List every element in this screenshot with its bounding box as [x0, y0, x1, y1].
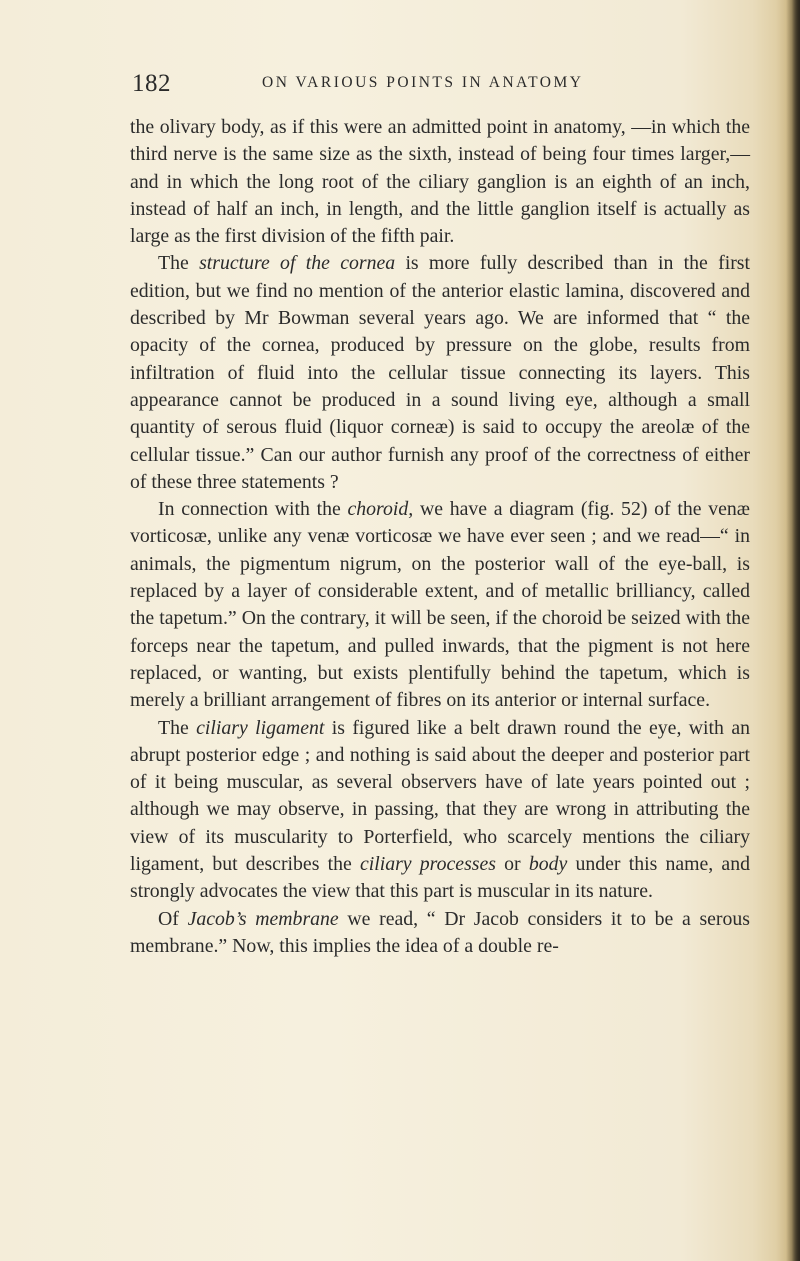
italic-term: Jacob’s membrane — [187, 907, 339, 930]
text-run: the olivary body, as if this were an admitted point in anatomy, —in which the third nerve is the same size as the sixth, instead of being four times larger,—and in which the long root of the ciliary ganglion is an eighth of an inch, instead of half an inch, in length, and the little ganglion itself is actually as large as the first division of the fifth pair. — [130, 116, 750, 248]
italic-term: body — [528, 853, 568, 876]
text-run: The — [158, 252, 200, 275]
italic-term: ciliary ligament — [196, 716, 325, 739]
running-head: ON VARIOUS POINTS IN ANATOMY — [262, 74, 584, 91]
text-run: or — [495, 853, 529, 876]
paragraph — [130, 715, 750, 906]
italic-term: ciliary processes — [359, 853, 496, 876]
text-run: we read, “ Dr Jacob considers it to be a serous membrane.” Now, this implies the idea of a double re- — [130, 907, 750, 957]
page-header — [132, 70, 752, 100]
text-run: is figured like a belt drawn round the eye, with an abrupt posterior edge ; and nothing is said about the deeper and posterior part of it being muscular, as several observers have of late years pointed out ; although we may observe, in passing, that they are wrong in attributing the view of its muscularity to Porterfield, who scarcely mentions the ciliary ligament, but describes the — [130, 716, 750, 876]
paragraph — [130, 496, 750, 714]
italic-term: choroid, — [347, 498, 414, 521]
text-run: In connection with the — [158, 498, 348, 521]
page-edge — [786, 0, 800, 1261]
text-run: The — [158, 716, 197, 739]
body-text — [130, 114, 750, 960]
italic-term: structure of the cornea — [199, 252, 396, 275]
paragraph — [130, 114, 750, 250]
paragraph — [130, 250, 750, 496]
text-run: is more fully described than in the first edition, but we find no mention of the anterior elastic lamina, discovered and described by Mr Bowman several years ago. We are informed that “ the opacity of the cornea, produced by pressure on the globe, results from infiltration of fluid into the cellular tissue connecting its layers. This appearance cannot be produced in a sound living eye, although a small quantity of serous fluid (liquor corneæ) is said to occupy the areolæ of the cellular tissue.” Can our author furnish any proof of the correctness of either of these three statements ? — [130, 252, 751, 493]
paragraph — [130, 906, 750, 961]
page-number: 182 — [132, 70, 171, 97]
text-run: under this name, and strongly advocates the view that this part is muscular in its nature. — [130, 853, 750, 903]
text-run: we have a diagram (fig. 52) of the venæ vorticosæ, unlike any venæ vorticosæ we have ever seen ; and we read—“ in animals, the pigmentum nigrum, on the posterior wall of the eye-ball, is replaced by a layer of considerable extent, and of metallic brilliancy, called the tapetum.” On the contrary, it will be seen, if the choroid be seized with the forceps near the tapetum, and pulled inwards, that the pigment is not here replaced, or wanting, but exists plentifully behind the tapetum, which is merely a brilliant arrangement of fibres on its anterior or internal surface. — [130, 498, 750, 712]
text-run: Of — [158, 907, 188, 930]
